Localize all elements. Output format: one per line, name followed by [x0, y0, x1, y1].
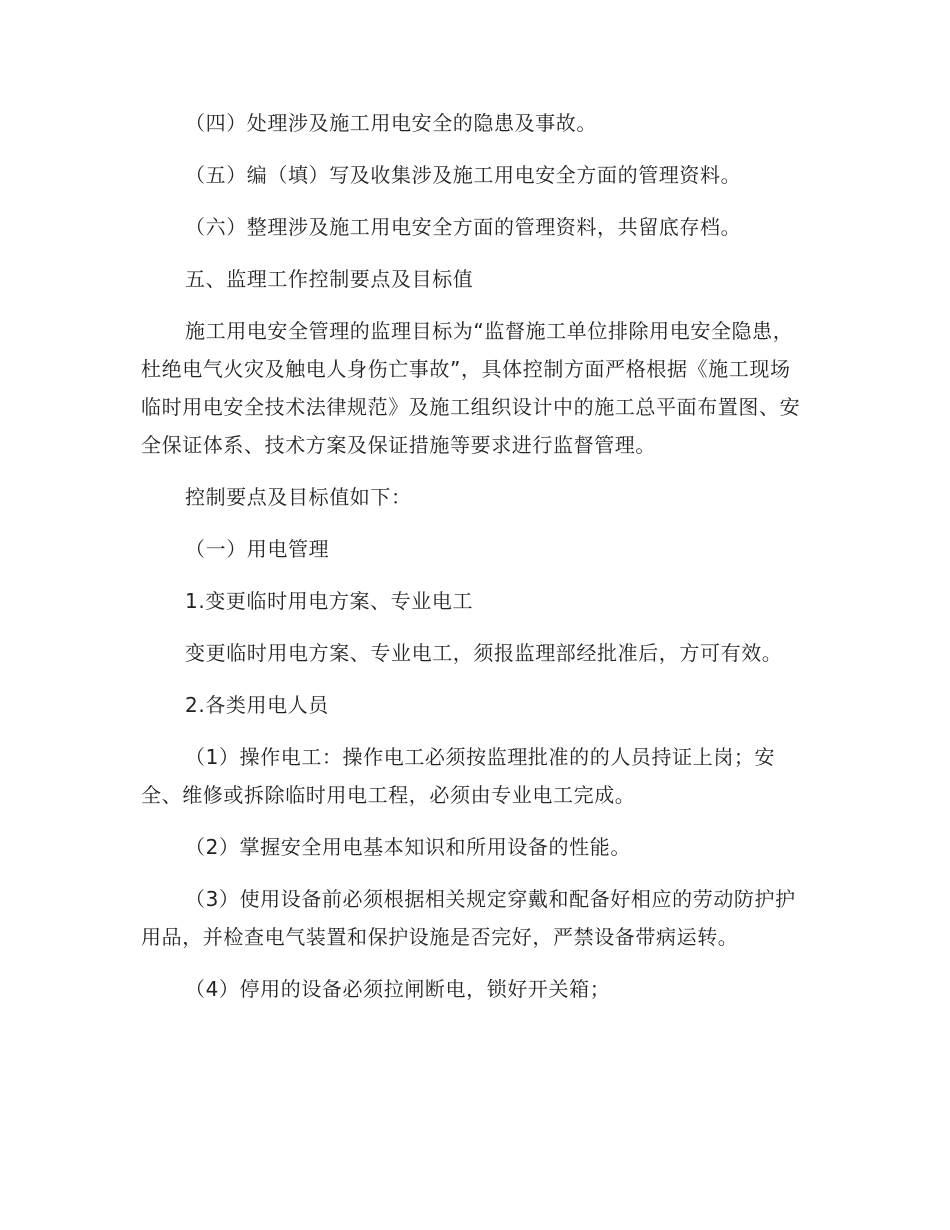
electrician-paragraph: （1）操作电工：操作电工必须按监理批准的的人员持证上岗；安全、维修或拆除临时用电工程，必须由专业电工完成。 — [141, 745, 776, 807]
paragraph-item-5: （五）编（填）写及收集涉及施工用电安全方面的管理资料。 — [185, 163, 742, 187]
item-heading-1: 1.变更临时用电方案、专业电工 — [185, 589, 474, 613]
change-approval-paragraph: 变更临时用电方案、专业电工，须报监理部经批准后，方可有效。 — [185, 641, 783, 665]
knowledge-paragraph: （2）掌握安全用电基本知识和所用设备的性能。 — [185, 835, 631, 859]
section-heading-5: 五、监理工作控制要点及目标值 — [185, 267, 474, 291]
item-heading-2: 2.各类用电人员 — [185, 693, 329, 717]
paragraph-item-4: （四）处理涉及施工用电安全的隐患及事故。 — [185, 111, 597, 135]
supervision-goal-paragraph: 施工用电安全管理的监理目标为“监督施工单位排除用电安全隐患，杜绝电气火灾及触电人身伤亡事故”，具体控制方面严格根据《施工现场临时用电安全技术法律规范》及施工组织设计中的施工总平面布置图、安全保证体系、技术方案及保证措施等要求进行监督管理。 — [141, 319, 801, 457]
paragraph-item-6: （六）整理涉及施工用电安全方面的管理资料，共留底存档。 — [185, 215, 742, 239]
document-body — [141, 104, 809, 1022]
protective-equipment-paragraph: （3）使用设备前必须根据相关规定穿戴和配备好相应的劳动防护护用品，并检查电气装置和保护设施是否完好，严禁设备带病运转。 — [141, 887, 796, 949]
shutdown-paragraph: （4）停用的设备必须拉闸断电，锁好开关箱； — [185, 977, 611, 1001]
control-points-intro: 控制要点及目标值如下： — [185, 485, 412, 509]
subsection-heading-1: （一）用电管理 — [185, 537, 330, 561]
